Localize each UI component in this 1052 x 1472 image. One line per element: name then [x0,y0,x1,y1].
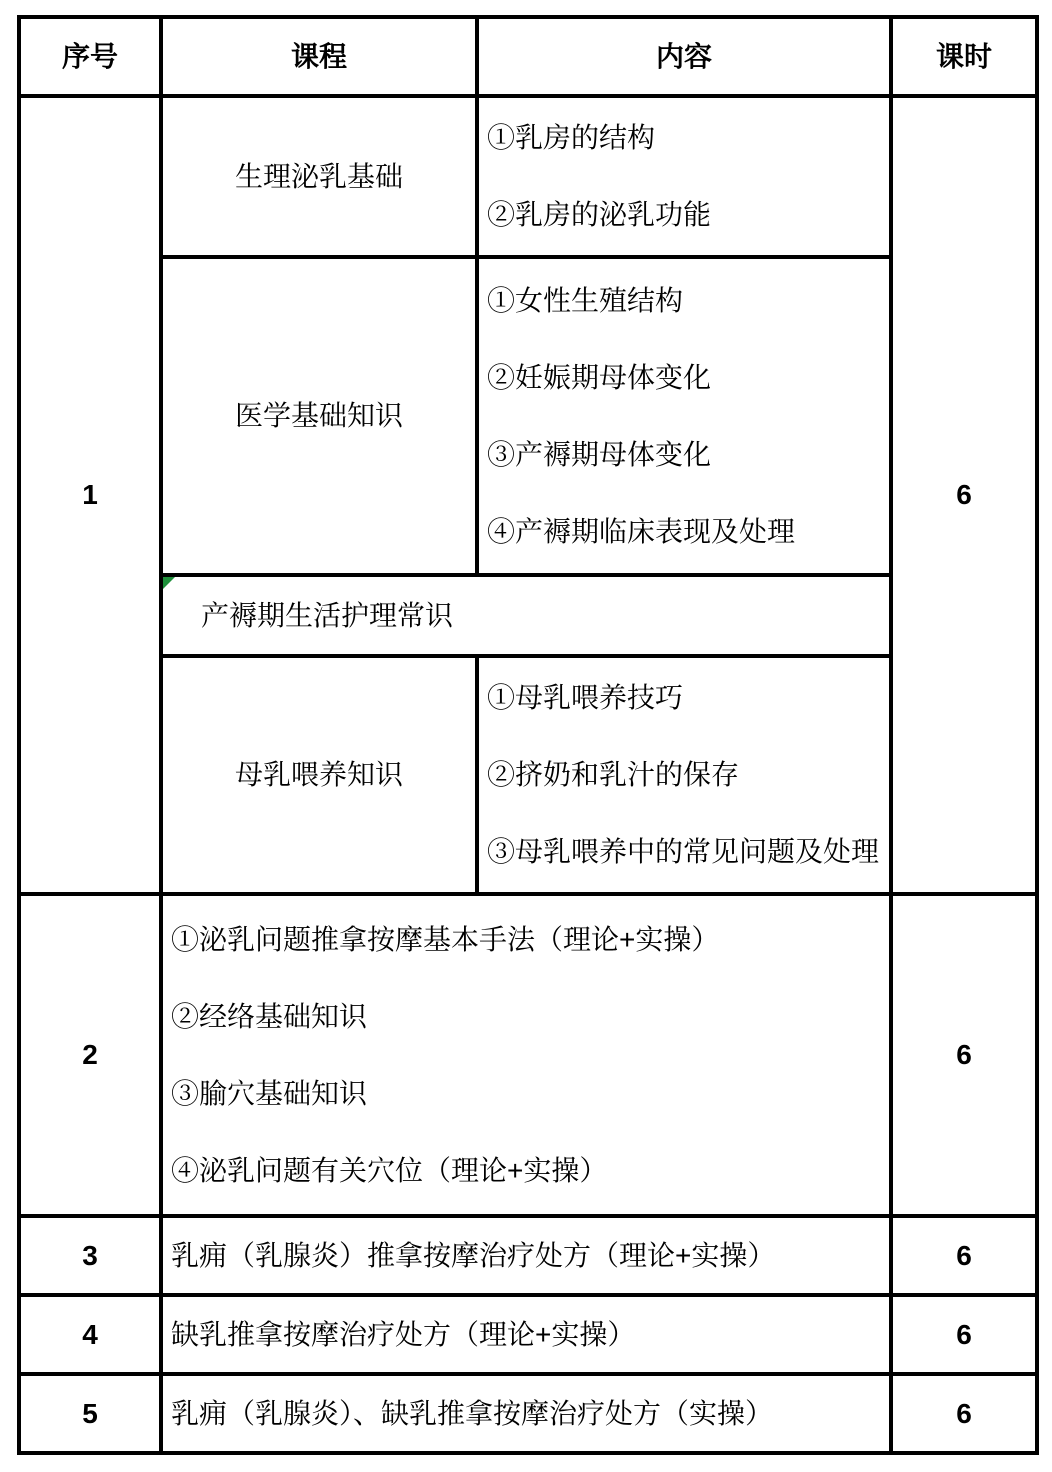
table-header-row [19,17,1037,96]
content-cell: 乳痈（乳腺炎）推拿按摩治疗处方（理论+实操） [161,1216,891,1295]
row-4-index-cell: 4 [19,1295,161,1374]
content-item: ③母乳喂养中的常见问题及处理 [487,836,880,867]
content-cell [161,894,891,1216]
row-2-index-cell: 2 [19,894,161,1216]
row-5-hours-cell: 6 [891,1374,1037,1453]
content-item: ②乳房的泌乳功能 [487,199,712,230]
content-cell [477,96,891,257]
course-cell-yixue-jichu: 医学基础知识 [161,257,477,575]
table-row-5 [19,1374,1037,1453]
table-row-3 [19,1216,1037,1295]
content-item-list [171,922,883,1189]
content-item: ①女性生殖结构 [487,284,684,316]
header-col-course: 课程 [161,17,477,96]
table-row-4 [19,1295,1037,1374]
course-cell-muru-weiyang: 母乳喂养知识 [161,656,477,894]
table-row-1-section-2 [19,257,1037,575]
row-1-index-cell: 1 [19,96,161,894]
content-cell [477,257,891,575]
content-item: ①母乳喂养技巧 [487,682,684,713]
header-col-hours: 课时 [891,17,1037,96]
content-cell [477,656,891,894]
merged-course-cell [161,575,891,656]
content-item: ①乳房的结构 [487,122,656,153]
table-row-1-section-1 [19,96,1037,257]
row-4-hours-cell: 6 [891,1295,1037,1374]
course-table [17,15,1039,1455]
comment-marker-icon [163,577,175,589]
course-cell-shengli-miru: 生理泌乳基础 [161,96,477,257]
content-item: ④泌乳问题有关穴位（理论+实操） [171,1154,608,1186]
merged-course-label: 产褥期生活护理常识 [201,599,454,631]
table-row-2 [19,894,1037,1216]
content-item-list [487,120,883,233]
content-item-list [487,680,883,870]
content-item: ③腧穴基础知识 [171,1077,368,1109]
content-item: ②经络基础知识 [171,1000,368,1032]
content-cell: 缺乳推拿按摩治疗处方（理论+实操） [161,1295,891,1374]
content-item: ②挤奶和乳汁的保存 [487,759,740,790]
content-item: ③产褥期母体变化 [487,438,712,470]
row-2-hours-cell: 6 [891,894,1037,1216]
row-3-index-cell: 3 [19,1216,161,1295]
content-item: ①泌乳问题推拿按摩基本手法（理论+实操） [171,923,720,955]
header-col-content: 内容 [477,17,891,96]
content-item: ④产褥期临床表现及处理 [487,515,796,547]
table-row-1-section-4 [19,656,1037,894]
content-item-list [487,283,883,550]
content-item: ②妊娠期母体变化 [487,361,712,393]
row-3-hours-cell: 6 [891,1216,1037,1295]
table-row-1-section-3 [19,575,1037,656]
row-5-index-cell: 5 [19,1374,161,1453]
header-col-index: 序号 [19,17,161,96]
content-cell: 乳痈（乳腺炎）、缺乳推拿按摩治疗处方（实操） [161,1374,891,1453]
row-1-hours-cell: 6 [891,96,1037,894]
